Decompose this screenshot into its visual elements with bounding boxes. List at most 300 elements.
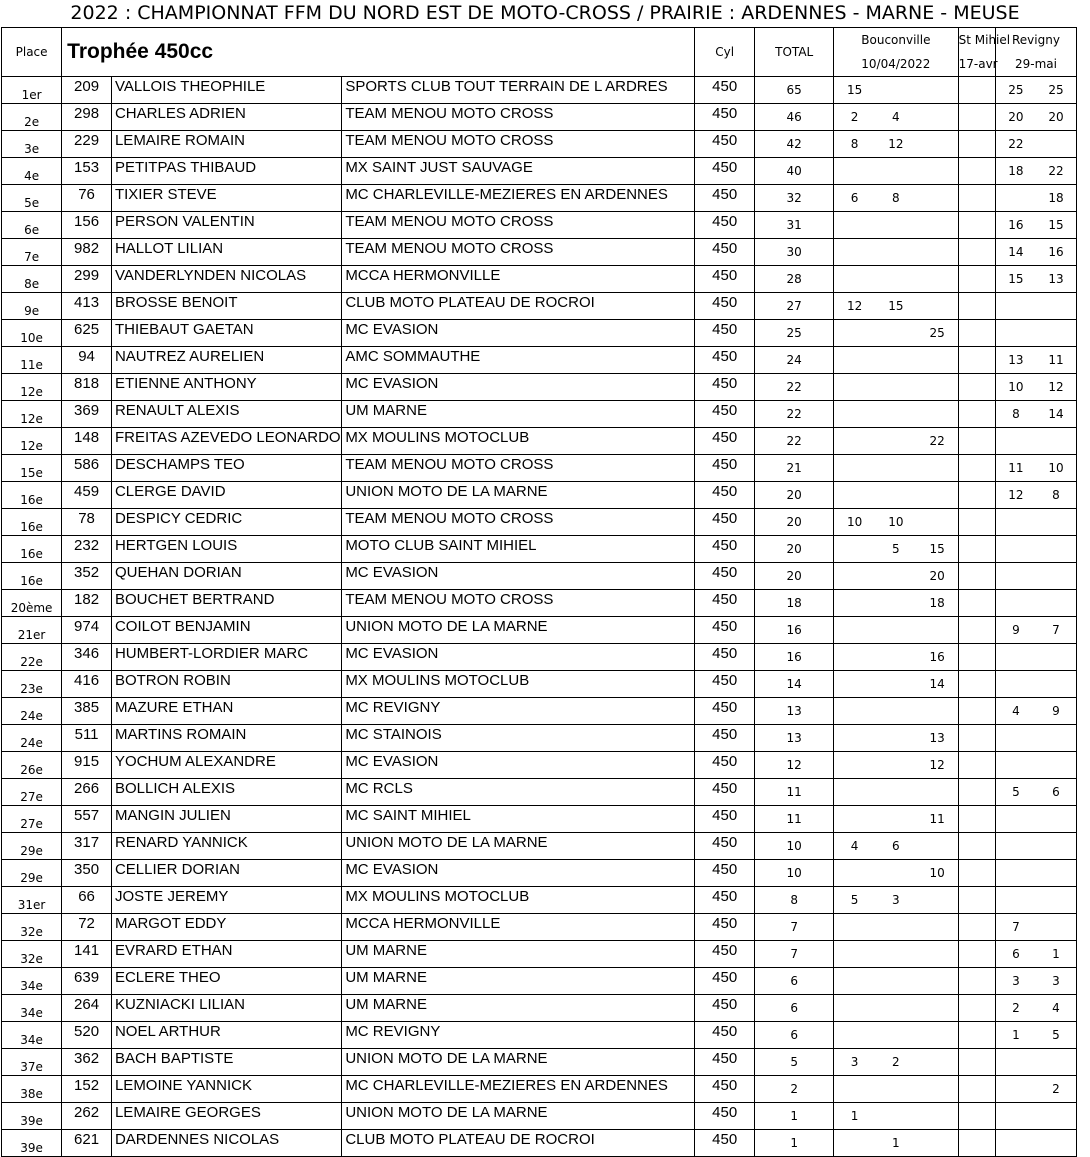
points-cell: 6 [995,941,1035,968]
points-cell [875,914,917,941]
club-cell: MC CHARLEVILLE-MEZIERES EN ARDENNES [342,185,695,212]
club-cell: MC EVASION [342,860,695,887]
cyl-cell: 450 [695,1022,755,1049]
rider-name-cell: VANDERLYNDEN NICOLAS [111,266,341,293]
total-cell: 10 [755,860,834,887]
cyl-cell: 450 [695,995,755,1022]
rider-name-cell: CELLIER DORIAN [111,860,341,887]
points-cell: 25 [1036,77,1077,104]
rider-name-cell: HERTGEN LOUIS [111,536,341,563]
rider-number-cell: 413 [62,293,112,320]
rider-name-cell: EVRARD ETHAN [111,941,341,968]
points-cell: 10 [995,374,1035,401]
points-cell [875,968,917,995]
event-name-st-mihiel: St Mihiel [958,28,995,53]
total-cell: 13 [755,725,834,752]
rider-number-cell: 915 [62,752,112,779]
points-cell [875,401,917,428]
points-cell [917,509,959,536]
table-row [2,860,1077,887]
points-cell [958,752,995,779]
cyl-cell: 450 [695,158,755,185]
points-cell: 15 [917,536,959,563]
total-cell: 2 [755,1076,834,1103]
points-cell [995,833,1035,860]
points-cell: 18 [917,590,959,617]
club-cell: CLUB MOTO PLATEAU DE ROCROI [342,293,695,320]
rider-name-cell: NOEL ARTHUR [111,1022,341,1049]
points-cell [958,374,995,401]
rider-name-cell: JOSTE JEREMY [111,887,341,914]
points-cell [834,374,876,401]
points-cell [917,77,959,104]
points-cell: 8 [834,131,876,158]
rider-name-cell: BOUCHET BERTRAND [111,590,341,617]
rider-number-cell: 182 [62,590,112,617]
points-cell [1036,752,1077,779]
rider-number-cell: 264 [62,995,112,1022]
points-cell [958,455,995,482]
points-cell [995,860,1035,887]
points-cell [995,1049,1035,1076]
rider-name-cell: BACH BAPTISTE [111,1049,341,1076]
points-cell [875,752,917,779]
place-cell: 32e [2,941,62,968]
rider-name-cell: KUZNIACKI LILIAN [111,995,341,1022]
points-cell [958,725,995,752]
rider-name-cell: MANGIN JULIEN [111,806,341,833]
trophy-title: Trophée 450cc [62,28,695,77]
club-cell: MC STAINOIS [342,725,695,752]
points-cell [958,698,995,725]
points-cell [1036,887,1077,914]
club-cell: UNION MOTO DE LA MARNE [342,833,695,860]
points-cell [1036,320,1077,347]
points-cell [995,320,1035,347]
cyl-cell: 450 [695,131,755,158]
points-cell [995,536,1035,563]
total-cell: 7 [755,914,834,941]
points-cell [958,428,995,455]
table-row [2,104,1077,131]
points-cell [875,158,917,185]
points-cell: 11 [1036,347,1077,374]
points-cell: 2 [834,104,876,131]
rider-name-cell: TIXIER STEVE [111,185,341,212]
points-cell [834,725,876,752]
points-cell [834,644,876,671]
points-cell [1036,1130,1077,1157]
place-cell: 12e [2,401,62,428]
place-cell: 2e [2,104,62,131]
points-cell [1036,1049,1077,1076]
points-cell [875,1076,917,1103]
place-cell: 7e [2,239,62,266]
rider-name-cell: LEMAIRE GEORGES [111,1103,341,1130]
club-cell: MC EVASION [342,752,695,779]
points-cell [958,1103,995,1130]
club-cell: MC CHARLEVILLE-MEZIERES EN ARDENNES [342,1076,695,1103]
cyl-cell: 450 [695,617,755,644]
rider-name-cell: CHARLES ADRIEN [111,104,341,131]
cyl-cell: 450 [695,860,755,887]
place-cell: 11e [2,347,62,374]
points-cell [995,509,1035,536]
points-cell [958,779,995,806]
points-cell [958,239,995,266]
rider-number-cell: 94 [62,347,112,374]
rider-name-cell: RENARD YANNICK [111,833,341,860]
points-cell [995,185,1035,212]
table-row [2,239,1077,266]
points-cell: 6 [834,185,876,212]
club-cell: UNION MOTO DE LA MARNE [342,482,695,509]
place-cell: 12e [2,374,62,401]
cyl-cell: 450 [695,914,755,941]
club-cell: MC SAINT MIHIEL [342,806,695,833]
cyl-cell: 450 [695,185,755,212]
cyl-cell: 450 [695,212,755,239]
rider-number-cell: 350 [62,860,112,887]
points-cell [958,212,995,239]
rider-number-cell: 362 [62,1049,112,1076]
table-row [2,914,1077,941]
points-cell [917,185,959,212]
cyl-header: Cyl [695,28,755,77]
points-cell [917,698,959,725]
points-cell: 13 [1036,266,1077,293]
club-cell: MOTO CLUB SAINT MIHIEL [342,536,695,563]
points-cell [958,158,995,185]
cyl-cell: 450 [695,752,755,779]
table-row [2,266,1077,293]
points-cell: 14 [1036,401,1077,428]
points-cell: 4 [834,833,876,860]
points-cell: 9 [1036,698,1077,725]
rider-number-cell: 586 [62,455,112,482]
club-cell: MX MOULINS MOTOCLUB [342,671,695,698]
event-date-revigny: 29-mai [995,52,1076,77]
rider-number-cell: 229 [62,131,112,158]
club-cell: TEAM MENOU MOTO CROSS [342,455,695,482]
place-cell: 29e [2,833,62,860]
cyl-cell: 450 [695,941,755,968]
cyl-cell: 450 [695,1076,755,1103]
total-cell: 16 [755,617,834,644]
place-cell: 12e [2,428,62,455]
event-name-revigny: Revigny [995,28,1076,53]
table-row [2,1022,1077,1049]
points-cell [995,428,1035,455]
points-cell [958,833,995,860]
club-cell: TEAM MENOU MOTO CROSS [342,590,695,617]
points-cell [917,401,959,428]
points-cell [1036,860,1077,887]
rider-number-cell: 369 [62,401,112,428]
points-cell [834,347,876,374]
points-cell [958,563,995,590]
points-cell [875,779,917,806]
place-cell: 9e [2,293,62,320]
table-row [2,887,1077,914]
rider-number-cell: 156 [62,212,112,239]
total-cell: 42 [755,131,834,158]
club-cell: SPORTS CLUB TOUT TERRAIN DE L ARDRES [342,77,695,104]
table-row [2,779,1077,806]
points-cell: 7 [995,914,1035,941]
points-cell [875,1103,917,1130]
total-cell: 20 [755,509,834,536]
points-cell [834,941,876,968]
total-cell: 22 [755,374,834,401]
cyl-cell: 450 [695,482,755,509]
cyl-cell: 450 [695,644,755,671]
points-cell [875,347,917,374]
table-row [2,428,1077,455]
total-cell: 27 [755,293,834,320]
points-cell: 1 [875,1130,917,1157]
table-row [2,293,1077,320]
points-cell: 12 [995,482,1035,509]
points-cell [958,320,995,347]
points-cell: 10 [834,509,876,536]
points-cell [958,968,995,995]
place-cell: 5e [2,185,62,212]
points-cell: 22 [995,131,1035,158]
points-cell [834,266,876,293]
points-cell [917,374,959,401]
place-cell: 22e [2,644,62,671]
points-cell [1036,725,1077,752]
table-row [2,590,1077,617]
rider-number-cell: 266 [62,779,112,806]
total-cell: 21 [755,455,834,482]
total-cell: 28 [755,266,834,293]
table-row [2,131,1077,158]
points-cell [834,752,876,779]
cyl-cell: 450 [695,536,755,563]
total-cell: 46 [755,104,834,131]
points-cell: 22 [917,428,959,455]
cyl-cell: 450 [695,239,755,266]
club-cell: UNION MOTO DE LA MARNE [342,1049,695,1076]
points-cell [917,968,959,995]
points-cell: 10 [917,860,959,887]
total-cell: 6 [755,968,834,995]
club-cell: MX MOULINS MOTOCLUB [342,887,695,914]
rider-name-cell: YOCHUM ALEXANDRE [111,752,341,779]
rider-number-cell: 141 [62,941,112,968]
club-cell: TEAM MENOU MOTO CROSS [342,212,695,239]
rider-number-cell: 416 [62,671,112,698]
rider-number-cell: 385 [62,698,112,725]
rider-name-cell: ECLERE THEO [111,968,341,995]
points-cell [958,617,995,644]
rider-name-cell: COILOT BENJAMIN [111,617,341,644]
cyl-cell: 450 [695,455,755,482]
points-cell [958,644,995,671]
points-cell [1036,806,1077,833]
total-cell: 11 [755,806,834,833]
points-cell: 20 [917,563,959,590]
points-cell [995,644,1035,671]
club-cell: TEAM MENOU MOTO CROSS [342,239,695,266]
points-cell: 15 [995,266,1035,293]
points-cell [834,428,876,455]
points-cell [917,455,959,482]
rider-number-cell: 352 [62,563,112,590]
place-cell: 34e [2,968,62,995]
points-cell: 22 [1036,158,1077,185]
points-cell: 4 [875,104,917,131]
points-cell [875,455,917,482]
points-cell [995,293,1035,320]
points-cell [1036,131,1077,158]
points-cell [917,1076,959,1103]
points-cell: 16 [995,212,1035,239]
rider-number-cell: 72 [62,914,112,941]
table-row [2,671,1077,698]
total-cell: 6 [755,995,834,1022]
table-row [2,158,1077,185]
total-cell: 13 [755,698,834,725]
points-cell: 7 [1036,617,1077,644]
rider-number-cell: 66 [62,887,112,914]
total-cell: 20 [755,536,834,563]
points-cell [834,860,876,887]
club-cell: TEAM MENOU MOTO CROSS [342,509,695,536]
points-cell: 5 [834,887,876,914]
total-cell: 22 [755,428,834,455]
points-cell [917,995,959,1022]
cyl-cell: 450 [695,401,755,428]
rider-number-cell: 511 [62,725,112,752]
club-cell: MC EVASION [342,563,695,590]
points-cell: 8 [995,401,1035,428]
points-cell: 14 [917,671,959,698]
points-cell [917,941,959,968]
club-cell: MX MOULINS MOTOCLUB [342,428,695,455]
points-cell [958,131,995,158]
total-cell: 7 [755,941,834,968]
points-cell [834,212,876,239]
rider-name-cell: BOLLICH ALEXIS [111,779,341,806]
table-row [2,617,1077,644]
rider-name-cell: NAUTREZ AURELIEN [111,347,341,374]
points-cell [834,1130,876,1157]
club-cell: MC EVASION [342,644,695,671]
place-cell: 21er [2,617,62,644]
points-cell: 8 [875,185,917,212]
table-row [2,509,1077,536]
table-row [2,995,1077,1022]
rider-number-cell: 299 [62,266,112,293]
points-cell: 10 [875,509,917,536]
points-cell [917,1103,959,1130]
points-cell [1036,914,1077,941]
event-name-bouconville: Bouconville [834,28,959,53]
points-cell [834,320,876,347]
table-row [2,536,1077,563]
points-cell [958,536,995,563]
points-cell [958,293,995,320]
points-cell: 18 [1036,185,1077,212]
table-row [2,1049,1077,1076]
points-cell [995,725,1035,752]
rider-number-cell: 346 [62,644,112,671]
points-cell: 11 [917,806,959,833]
total-cell: 20 [755,482,834,509]
points-cell [958,104,995,131]
place-cell: 23e [2,671,62,698]
points-cell: 14 [995,239,1035,266]
cyl-cell: 450 [695,698,755,725]
points-cell: 25 [917,320,959,347]
place-cell: 39e [2,1130,62,1157]
points-cell [958,887,995,914]
rider-number-cell: 152 [62,1076,112,1103]
points-cell [1036,428,1077,455]
points-cell [958,590,995,617]
standings-table [1,27,1077,1157]
rider-name-cell: THIEBAUT GAETAN [111,320,341,347]
points-cell [834,401,876,428]
points-cell [875,941,917,968]
points-cell: 15 [1036,212,1077,239]
points-cell [995,806,1035,833]
points-cell [958,509,995,536]
place-cell: 16e [2,563,62,590]
points-cell [875,77,917,104]
points-cell [958,995,995,1022]
points-cell [834,455,876,482]
rider-number-cell: 459 [62,482,112,509]
points-cell: 3 [834,1049,876,1076]
rider-number-cell: 982 [62,239,112,266]
cyl-cell: 450 [695,428,755,455]
table-row [2,212,1077,239]
place-cell: 20ème [2,590,62,617]
place-cell: 6e [2,212,62,239]
points-cell [917,1130,959,1157]
points-cell [1036,293,1077,320]
cyl-cell: 450 [695,887,755,914]
place-cell: 32e [2,914,62,941]
points-cell [995,887,1035,914]
total-cell: 65 [755,77,834,104]
rider-name-cell: PETITPAS THIBAUD [111,158,341,185]
points-cell [1036,833,1077,860]
points-cell: 9 [995,617,1035,644]
rider-name-cell: DARDENNES NICOLAS [111,1130,341,1157]
club-cell: CLUB MOTO PLATEAU DE ROCROI [342,1130,695,1157]
points-cell [995,671,1035,698]
total-cell: 20 [755,563,834,590]
place-cell: 31er [2,887,62,914]
points-cell: 10 [1036,455,1077,482]
points-cell: 1 [995,1022,1035,1049]
rider-name-cell: LEMOINE YANNICK [111,1076,341,1103]
cyl-cell: 450 [695,1103,755,1130]
rider-name-cell: MAZURE ETHAN [111,698,341,725]
club-cell: UM MARNE [342,941,695,968]
place-cell: 1er [2,77,62,104]
points-cell [834,671,876,698]
points-cell: 12 [917,752,959,779]
points-cell [995,590,1035,617]
points-cell [834,158,876,185]
total-cell: 16 [755,644,834,671]
